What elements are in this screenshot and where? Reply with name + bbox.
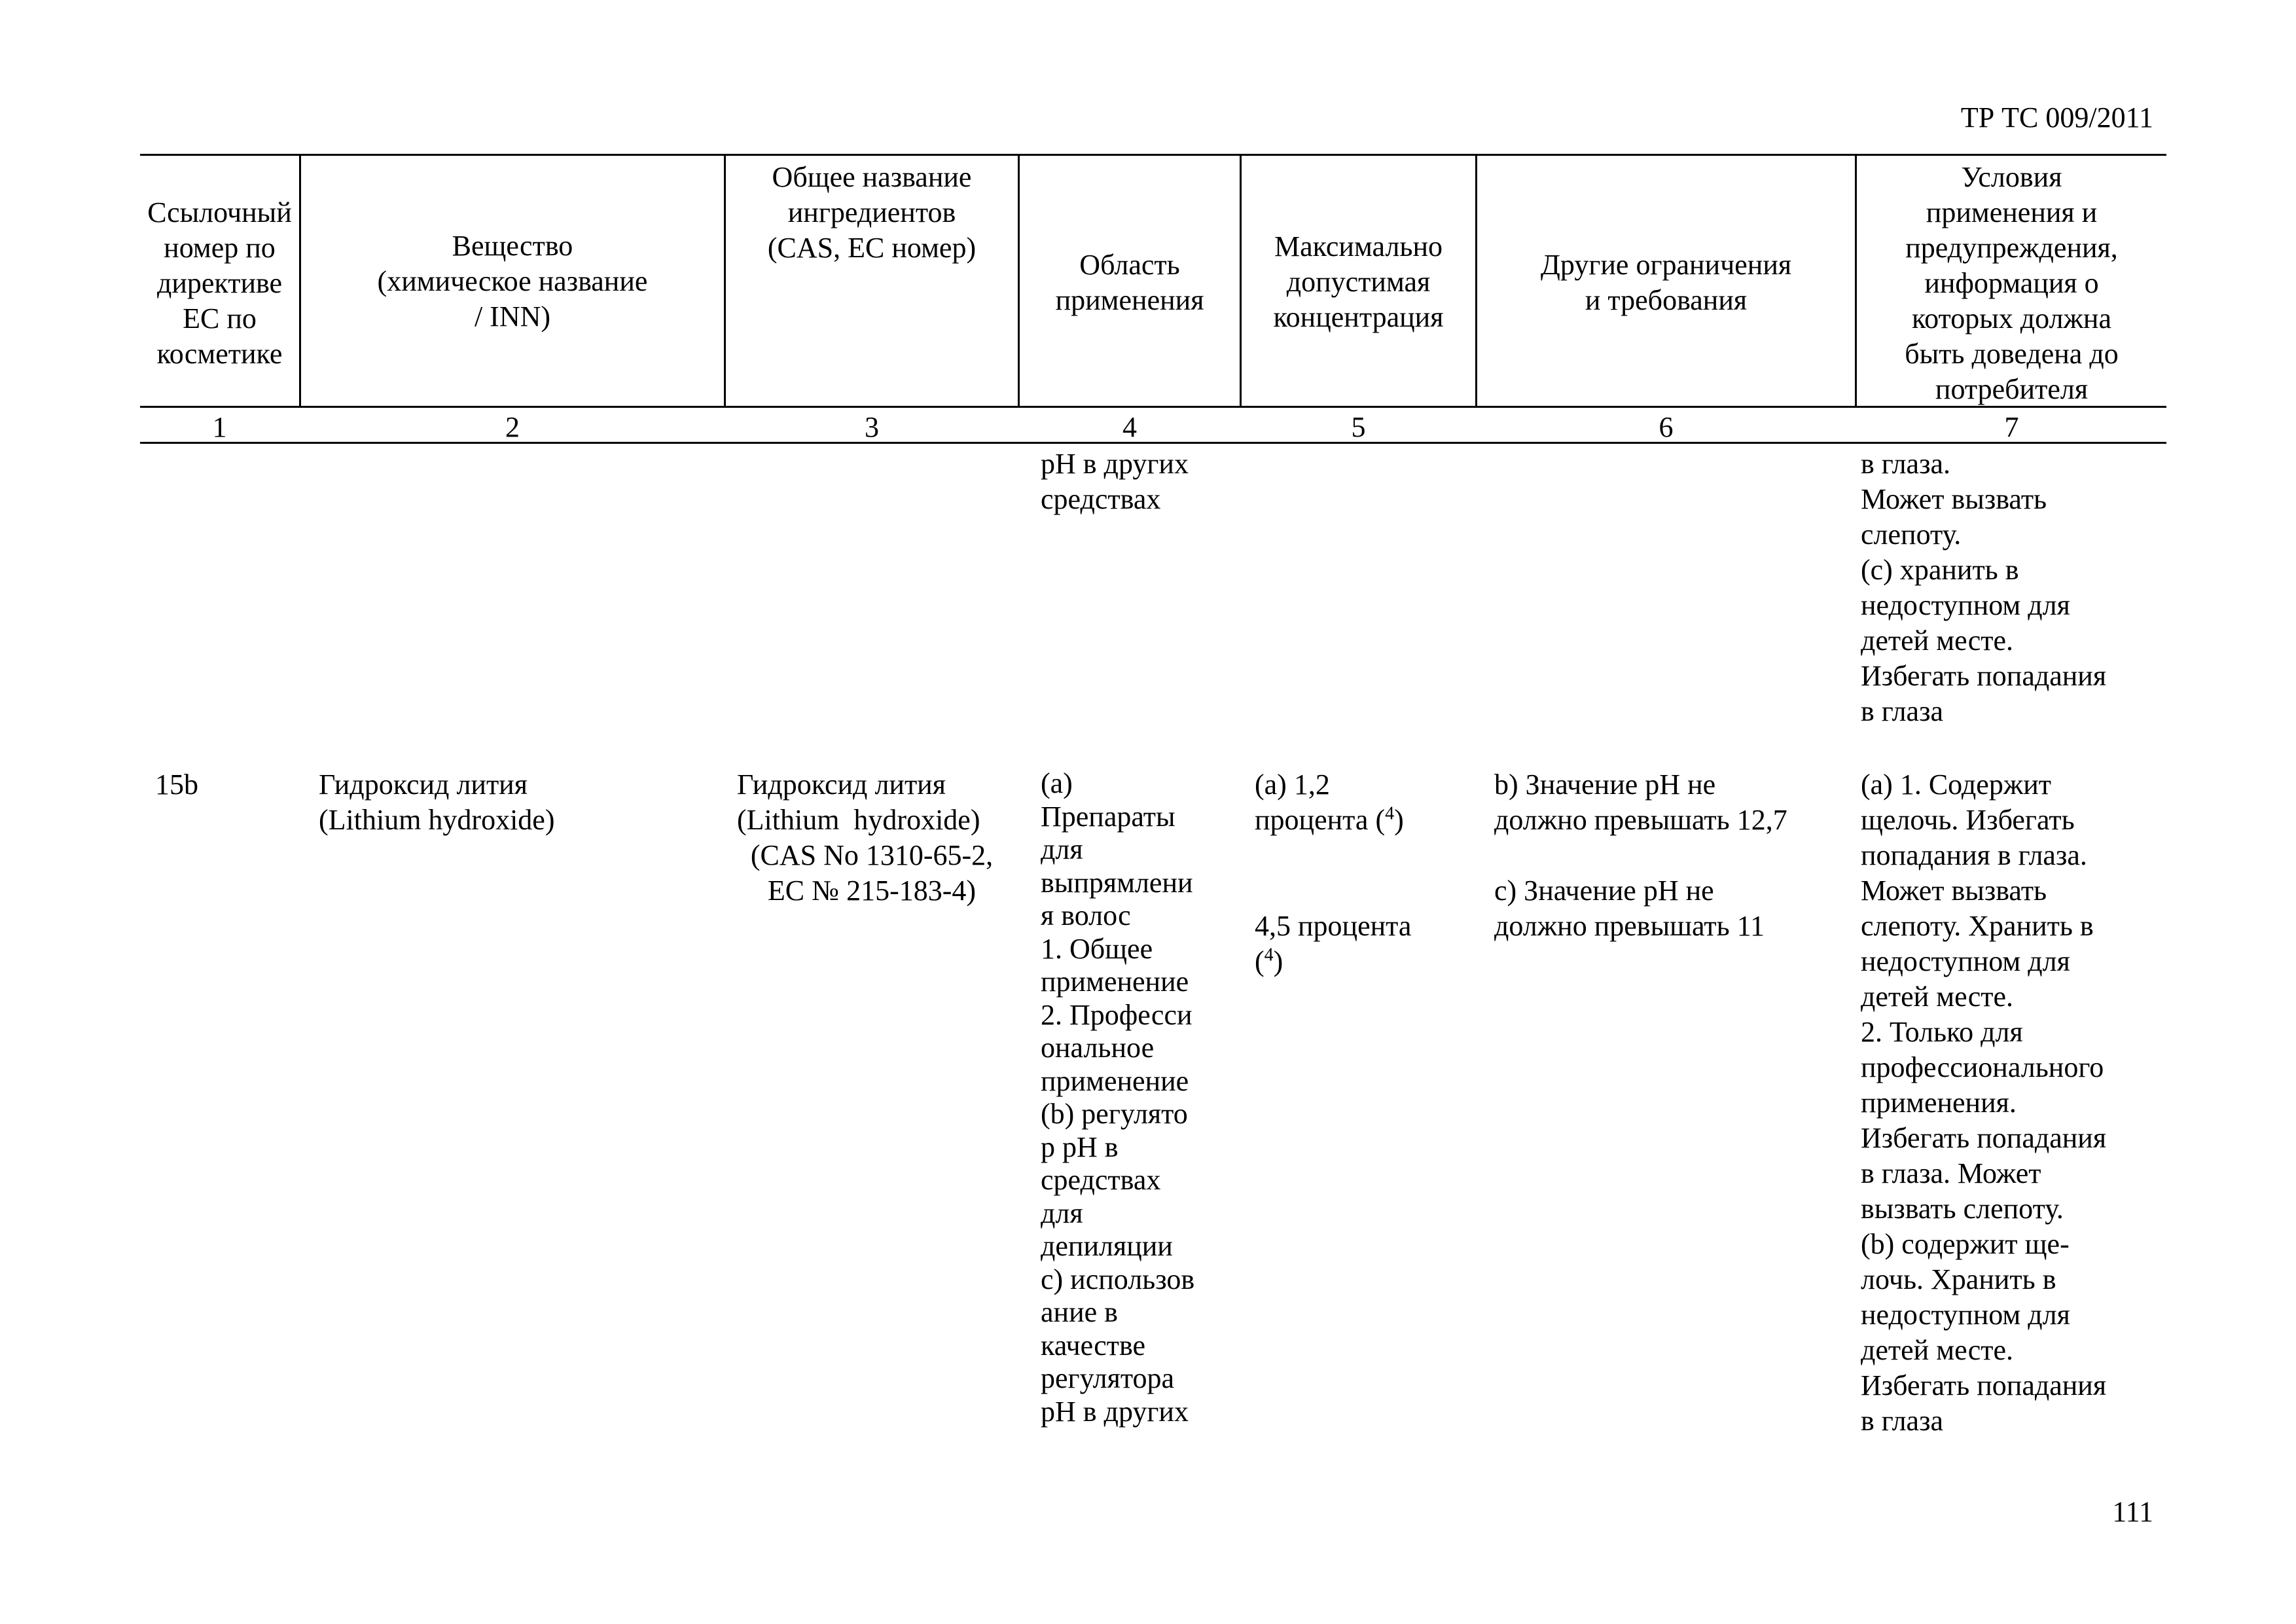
row-ref-number: 15b: [155, 768, 198, 801]
concentration-b-text: 4,5 процента (: [1255, 910, 1412, 977]
row-limit-b: b) Значение рН не должно превышать 12,7: [1494, 768, 1787, 836]
header-other-restrictions: Другие ограничения и требования: [1540, 249, 1792, 316]
column-number: 7: [2004, 411, 2019, 443]
row-warnings: (a) 1. Содержит щелочь. Избегать попадания в глаза. Может вызвать слепоту. Хранить в недоступном для детей месте. 2. Только для профессионального применения. Избегать попадания в глаза. Может вызвать слепоту. (b) содержит ще- лочь. Хранить в недоступном для детей месте. Избегать попадания в глаза: [1861, 768, 2107, 1437]
column-number: 6: [1659, 411, 1674, 443]
header-ingredient-name: Общее название ингредиентов (CAS, ЕС номер): [767, 161, 977, 264]
row-ingredient-name: Гидроксид лития (Lithium hydroxide): [737, 768, 980, 836]
continuation-scope-cell: рН в других средствах: [1041, 448, 1189, 515]
column-number: 5: [1351, 411, 1366, 443]
column-number: 1: [212, 411, 227, 443]
column-number: 2: [505, 411, 520, 443]
row-scope: (a) Препараты для выпрямлени я волос 1. Общее применение 2. Професси ональное применение (b) регулято р рН в средствах для депиляции c) использов ание в качестве регулятора рН в других: [1041, 767, 1195, 1428]
header-scope: Область применения: [1055, 249, 1204, 316]
header-substance: Вещество (химическое название / INN): [377, 230, 648, 333]
concentration-a-close: ): [1394, 804, 1404, 836]
concentration-a-text: (a) 1,2 процента (: [1255, 768, 1386, 836]
continuation-warnings-cell: в глаза. Может вызвать слепоту. (c) хранить в недоступном для детей месте. Избегать попадания в глаза: [1861, 448, 2107, 727]
footnote-ref: 4: [1385, 803, 1395, 824]
header-max-concentration: Максимально допустимая концентрация: [1273, 230, 1444, 333]
row-concentration-a: [1255, 767, 1471, 838]
row-concentration-b: [1255, 909, 1471, 979]
column-number: 4: [1122, 411, 1137, 443]
header-ref-number: Ссылочный номер по директиве ЕС по косметике: [147, 196, 292, 370]
header-warnings: Условия применения и предупреждения, информация о которых должна быть доведена до потребителя: [1905, 161, 2119, 405]
table-top-border: [140, 154, 2166, 156]
concentration-b-close: ): [1273, 945, 1283, 977]
page-number: 111: [2112, 1496, 2153, 1528]
row-cas-number: (CAS No 1310-65-2, EC № 215-183-4): [750, 839, 994, 907]
column-number: 3: [865, 411, 879, 443]
row-substance: Гидроксид лития (Lithium hydroxide): [319, 768, 555, 836]
document-code: ТР ТС 009/2011: [1960, 101, 2153, 134]
footnote-ref: 4: [1264, 945, 1274, 965]
row-limit-c: c) Значение рН не должно превышать 11: [1494, 875, 1765, 942]
